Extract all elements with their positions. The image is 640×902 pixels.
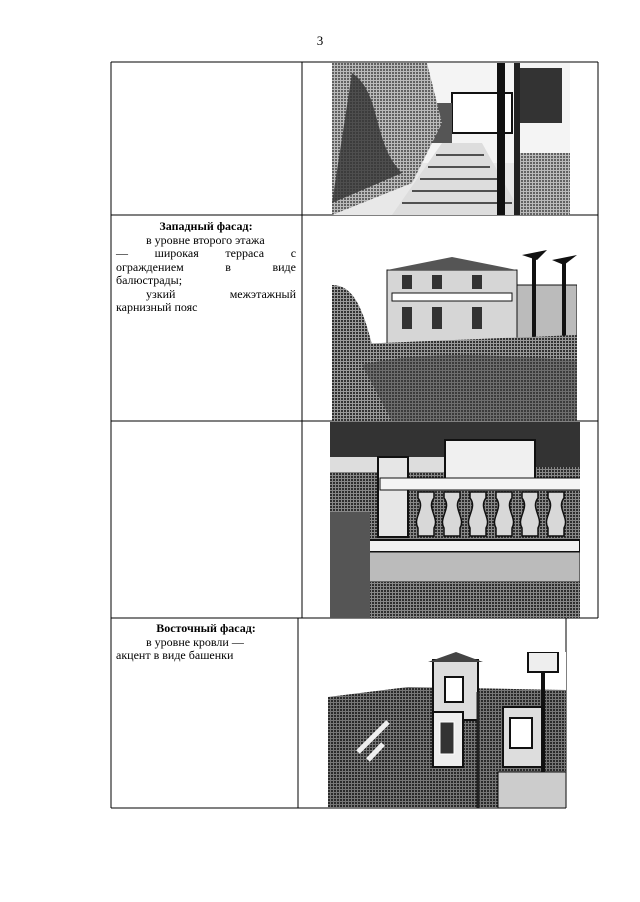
- photo-west-facade: [332, 245, 577, 421]
- east-item-1-first: в уровне кровли —: [146, 634, 244, 649]
- west-item-2-first: узкий межэтажный: [146, 286, 296, 301]
- photo-balustrade: [330, 422, 580, 618]
- west-item-1-line3: ограждением в виде: [116, 259, 296, 274]
- page-number: 3: [316, 33, 324, 48]
- west-item-2-rest: карнизный пояс: [116, 300, 198, 314]
- photo-east-tower: [328, 652, 566, 808]
- west-item-1-first: в уровне второго этажа: [146, 232, 265, 247]
- east-facade-description: [116, 622, 296, 663]
- west-item-1-line4: балюстрады;: [116, 273, 183, 287]
- west-item-1-line2: — широкая терраса с: [116, 246, 297, 260]
- east-facade-heading: Восточный фасад:: [156, 621, 256, 635]
- west-facade-heading: Западный фасад:: [159, 219, 253, 233]
- west-facade-description: [116, 220, 296, 315]
- photo-villa-staircase: [332, 63, 570, 215]
- east-item-1-rest: акцент в виде башенки: [116, 648, 234, 662]
